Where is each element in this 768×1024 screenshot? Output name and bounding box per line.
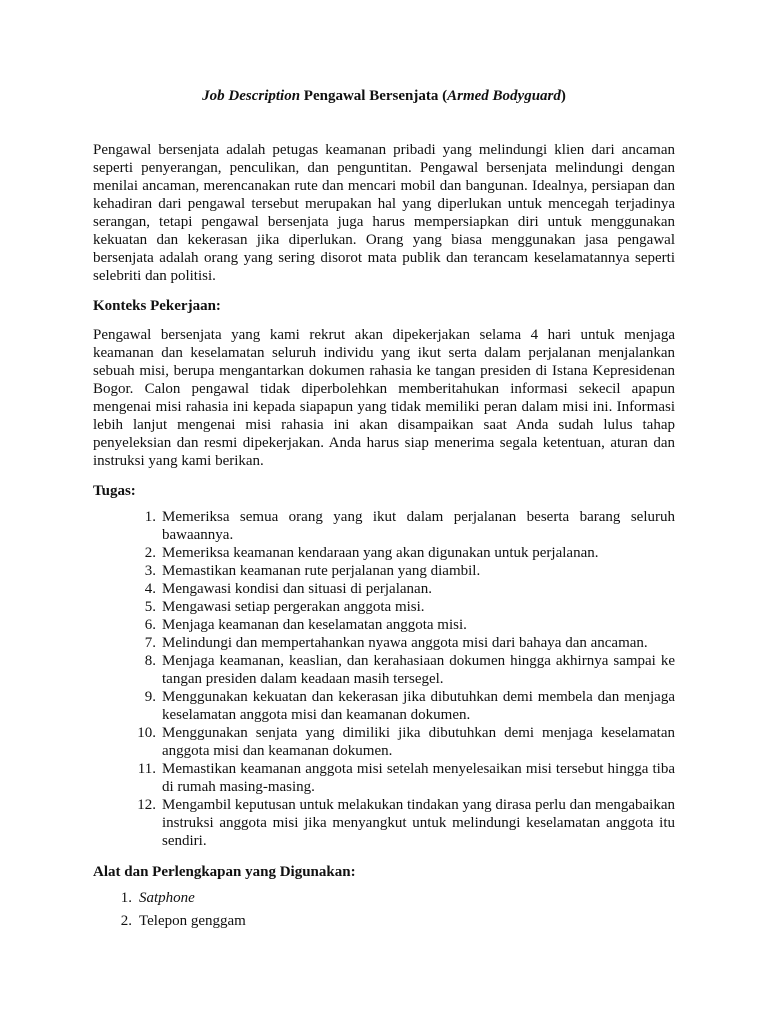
list-item [93,634,675,652]
list-number: 8. [144,653,156,669]
list-number: 2. [120,913,132,929]
list-text: Memastikan keamanan rute perjalanan yang diambil. [162,563,481,579]
list-number: 7. [144,635,156,651]
list-text: Menjaga keamanan, keaslian, dan kerahasiaan dokumen hingga akhirnya sampai ke tangan presiden dalam keadaan masih tersegel. [162,653,675,687]
list-number: 1. [120,890,132,906]
list-text: Telepon genggam [139,913,246,929]
list-text: Menjaga keamanan dan keselamatan anggota misi. [162,617,467,633]
list-item [93,889,675,912]
list-item [93,688,675,724]
tasks-list [93,508,675,850]
list-item [93,724,675,760]
list-text: Menggunakan senjata yang dimiliki jika dibutuhkan demi menjaga keselamatan anggota misi dan keamanan dokumen. [162,725,675,759]
tasks-heading: Tugas: [93,483,136,499]
page-title [0,87,768,105]
list-text: Satphone [139,890,195,906]
list-item [93,760,675,796]
list-item [93,580,675,598]
title-main: Pengawal Bersenjata ( [300,88,448,104]
list-number: 2. [144,545,156,561]
list-text: Menggunakan kekuatan dan kekerasan jika dibutuhkan demi membela dan menjaga keselamatan anggota misi dan keamanan dokumen. [162,689,675,723]
list-item [93,616,675,634]
list-text: Memeriksa semua orang yang ikut dalam perjalanan beserta barang seluruh bawaannya. [162,509,675,543]
intro-paragraph: Pengawal bersenjata adalah petugas keamanan pribadi yang melindungi klien dari ancaman seperti penyerangan, penculikan, dan penguntitan. Pengawal bersenjata melindungi dengan menilai ancaman, merencanakan rute dan mencari mobil dan bangunan. Idealnya, persiapan dan kehadiran dari pengawal tersebut merupakan hal yang diperlukan untuk mencegah terjadinya serangan, tetapi pengawal bersenjata juga harus mempersiapkan diri untuk menggunakan kekuatan dan kekerasan jika diperlukan. Orang yang biasa menggunakan jasa pengawal bersenjata adalah orang yang sering disorot mata publik dan terancam keselamatannya seperti selebriti dan politisi. [93,142,675,284]
list-number: 6. [144,617,156,633]
list-text: Mengawasi setiap pergerakan anggota misi. [162,599,425,615]
list-number: 9. [144,689,156,705]
list-item [93,508,675,544]
list-text: Memastikan keamanan anggota misi setelah menyelesaikan misi tersebut hingga tiba di rumah masing-masing. [162,761,675,795]
list-item [93,598,675,616]
list-number: 4. [144,581,156,597]
context-heading: Konteks Pekerjaan: [93,298,221,314]
list-number: 5. [144,599,156,615]
list-item [93,796,675,850]
list-number: 3. [144,563,156,579]
list-text: Mengawasi kondisi dan situasi di perjalanan. [162,581,432,597]
list-item [93,544,675,562]
list-text: Mengambil keputusan untuk melakukan tindakan yang dirasa perlu dan mengabaikan instruksi anggota misi jika menyangkut untuk melindungi keselamatan anggota itu sendiri. [162,797,675,849]
title-close-paren: ) [560,88,566,104]
list-text: Memeriksa keamanan kendaraan yang akan digunakan untuk perjalanan. [162,545,599,561]
list-number: 12. [137,797,156,813]
list-text: Melindungi dan mempertahankan nyawa anggota misi dari bahaya dan ancaman. [162,635,648,651]
tools-heading: Alat dan Perlengkapan yang Digunakan: [93,864,356,880]
list-number: 11. [137,761,156,777]
list-number: 1. [144,509,156,525]
list-item [93,912,675,935]
list-item [93,562,675,580]
context-paragraph: Pengawal bersenjata yang kami rekrut akan dipekerjakan selama 4 hari untuk menjaga keamanan dan keselamatan seluruh individu yang ikut serta dalam perjalanan menjalankan sebuah misi, berupa mengantarkan dokumen rahasia ke tangan presiden di Istana Kepresidenan Bogor. Calon pengawal tidak diperbolehkan memberitahukan informasi sekecil apapun mengenai misi rahasia ini kepada siapapun yang tidak memiliki peran dalam misi ini. Informasi lebih lanjut mengenai misi rahasia ini akan disampaikan saat Anda sudah lulus tahap penyeleksian dan resmi dipekerjakan. Anda harus siap menerima segala ketentuan, aturan dan instruksi yang kami berikan. [93,327,675,469]
tools-list [93,889,675,935]
list-item [93,652,675,688]
title-job-description: Job Description [202,88,301,104]
list-number: 10. [137,725,156,741]
title-armed-bodyguard: Armed Bodyguard [447,88,561,104]
